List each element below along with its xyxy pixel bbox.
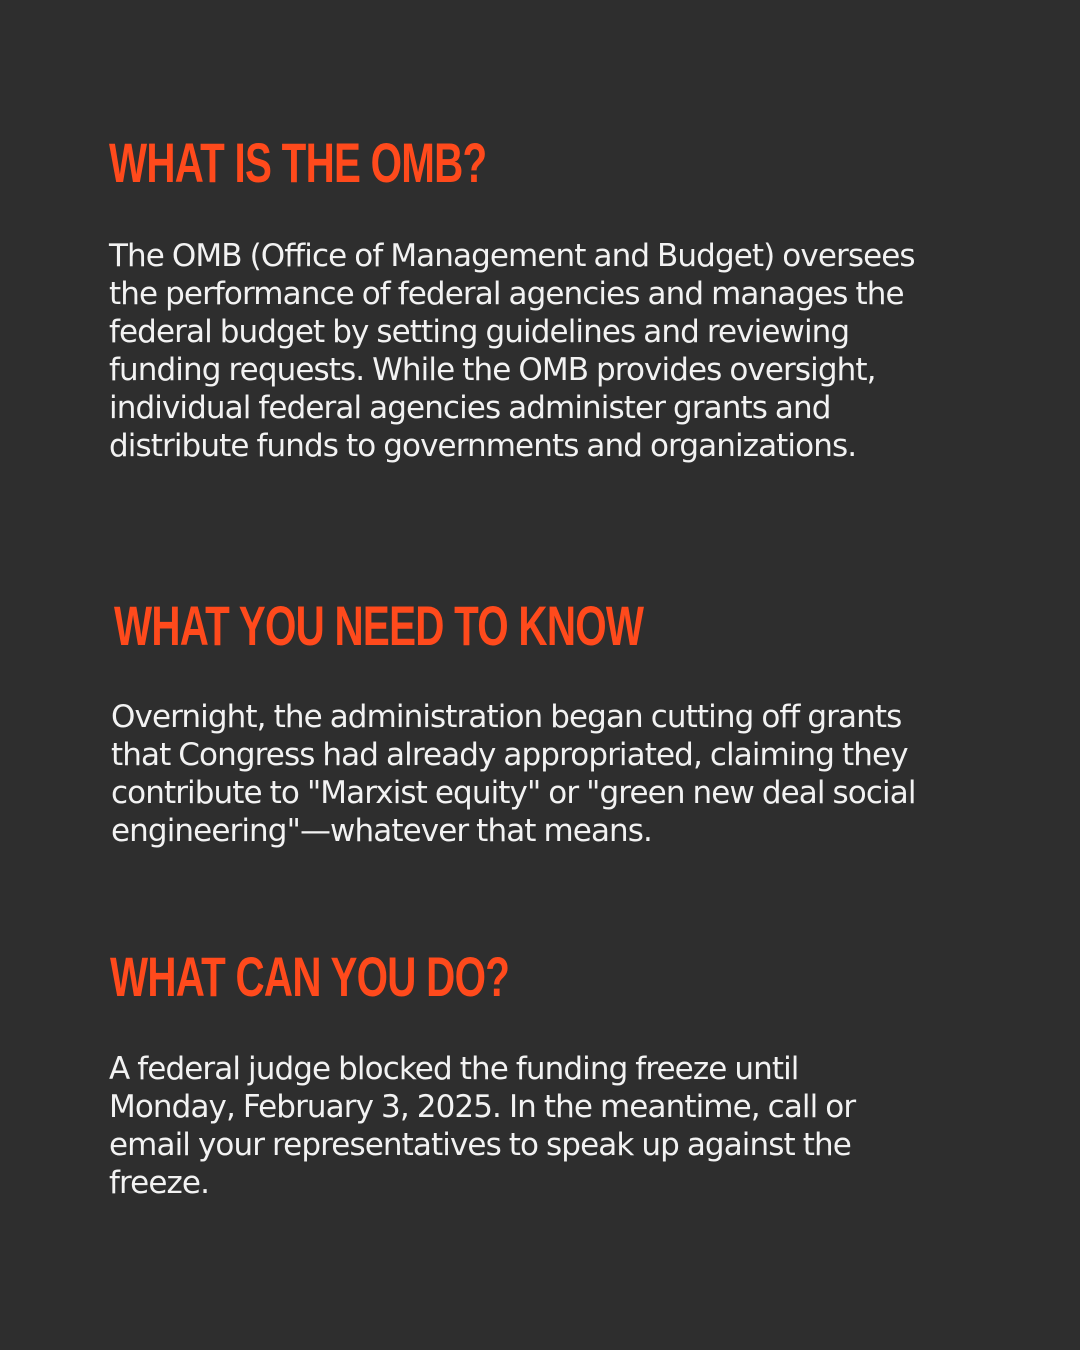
- body-what-you-need-to-know: Overnight, the administration began cutting off grants that Congress had already appropriated, claiming they contribute to "Marxist equity" or "green new deal social engineering"—whatever that means.: [111, 699, 916, 849]
- heading-what-you-need-to-know: WHAT YOU NEED TO KNOW: [114, 594, 644, 657]
- section-what-is-omb: [109, 131, 969, 465]
- section-what-you-need-to-know: [111, 594, 974, 849]
- section-what-can-you-do: [109, 945, 970, 1201]
- body-what-can-you-do: A federal judge blocked the funding freeze until Monday, February 3, 2025. In the meantime, call or email your representatives to speak up against the freeze.: [109, 1051, 856, 1201]
- heading-what-can-you-do: WHAT CAN YOU DO?: [110, 945, 510, 1008]
- heading-what-is-omb: WHAT IS THE OMB?: [109, 131, 487, 194]
- body-what-is-omb: The OMB (Office of Management and Budget) oversees the performance of federal agencies and manages the federal budget by setting guidelines and reviewing funding requests. While the OMB provides oversight, individual federal agencies administer grants and distribute funds to governments and organizations.: [109, 238, 915, 464]
